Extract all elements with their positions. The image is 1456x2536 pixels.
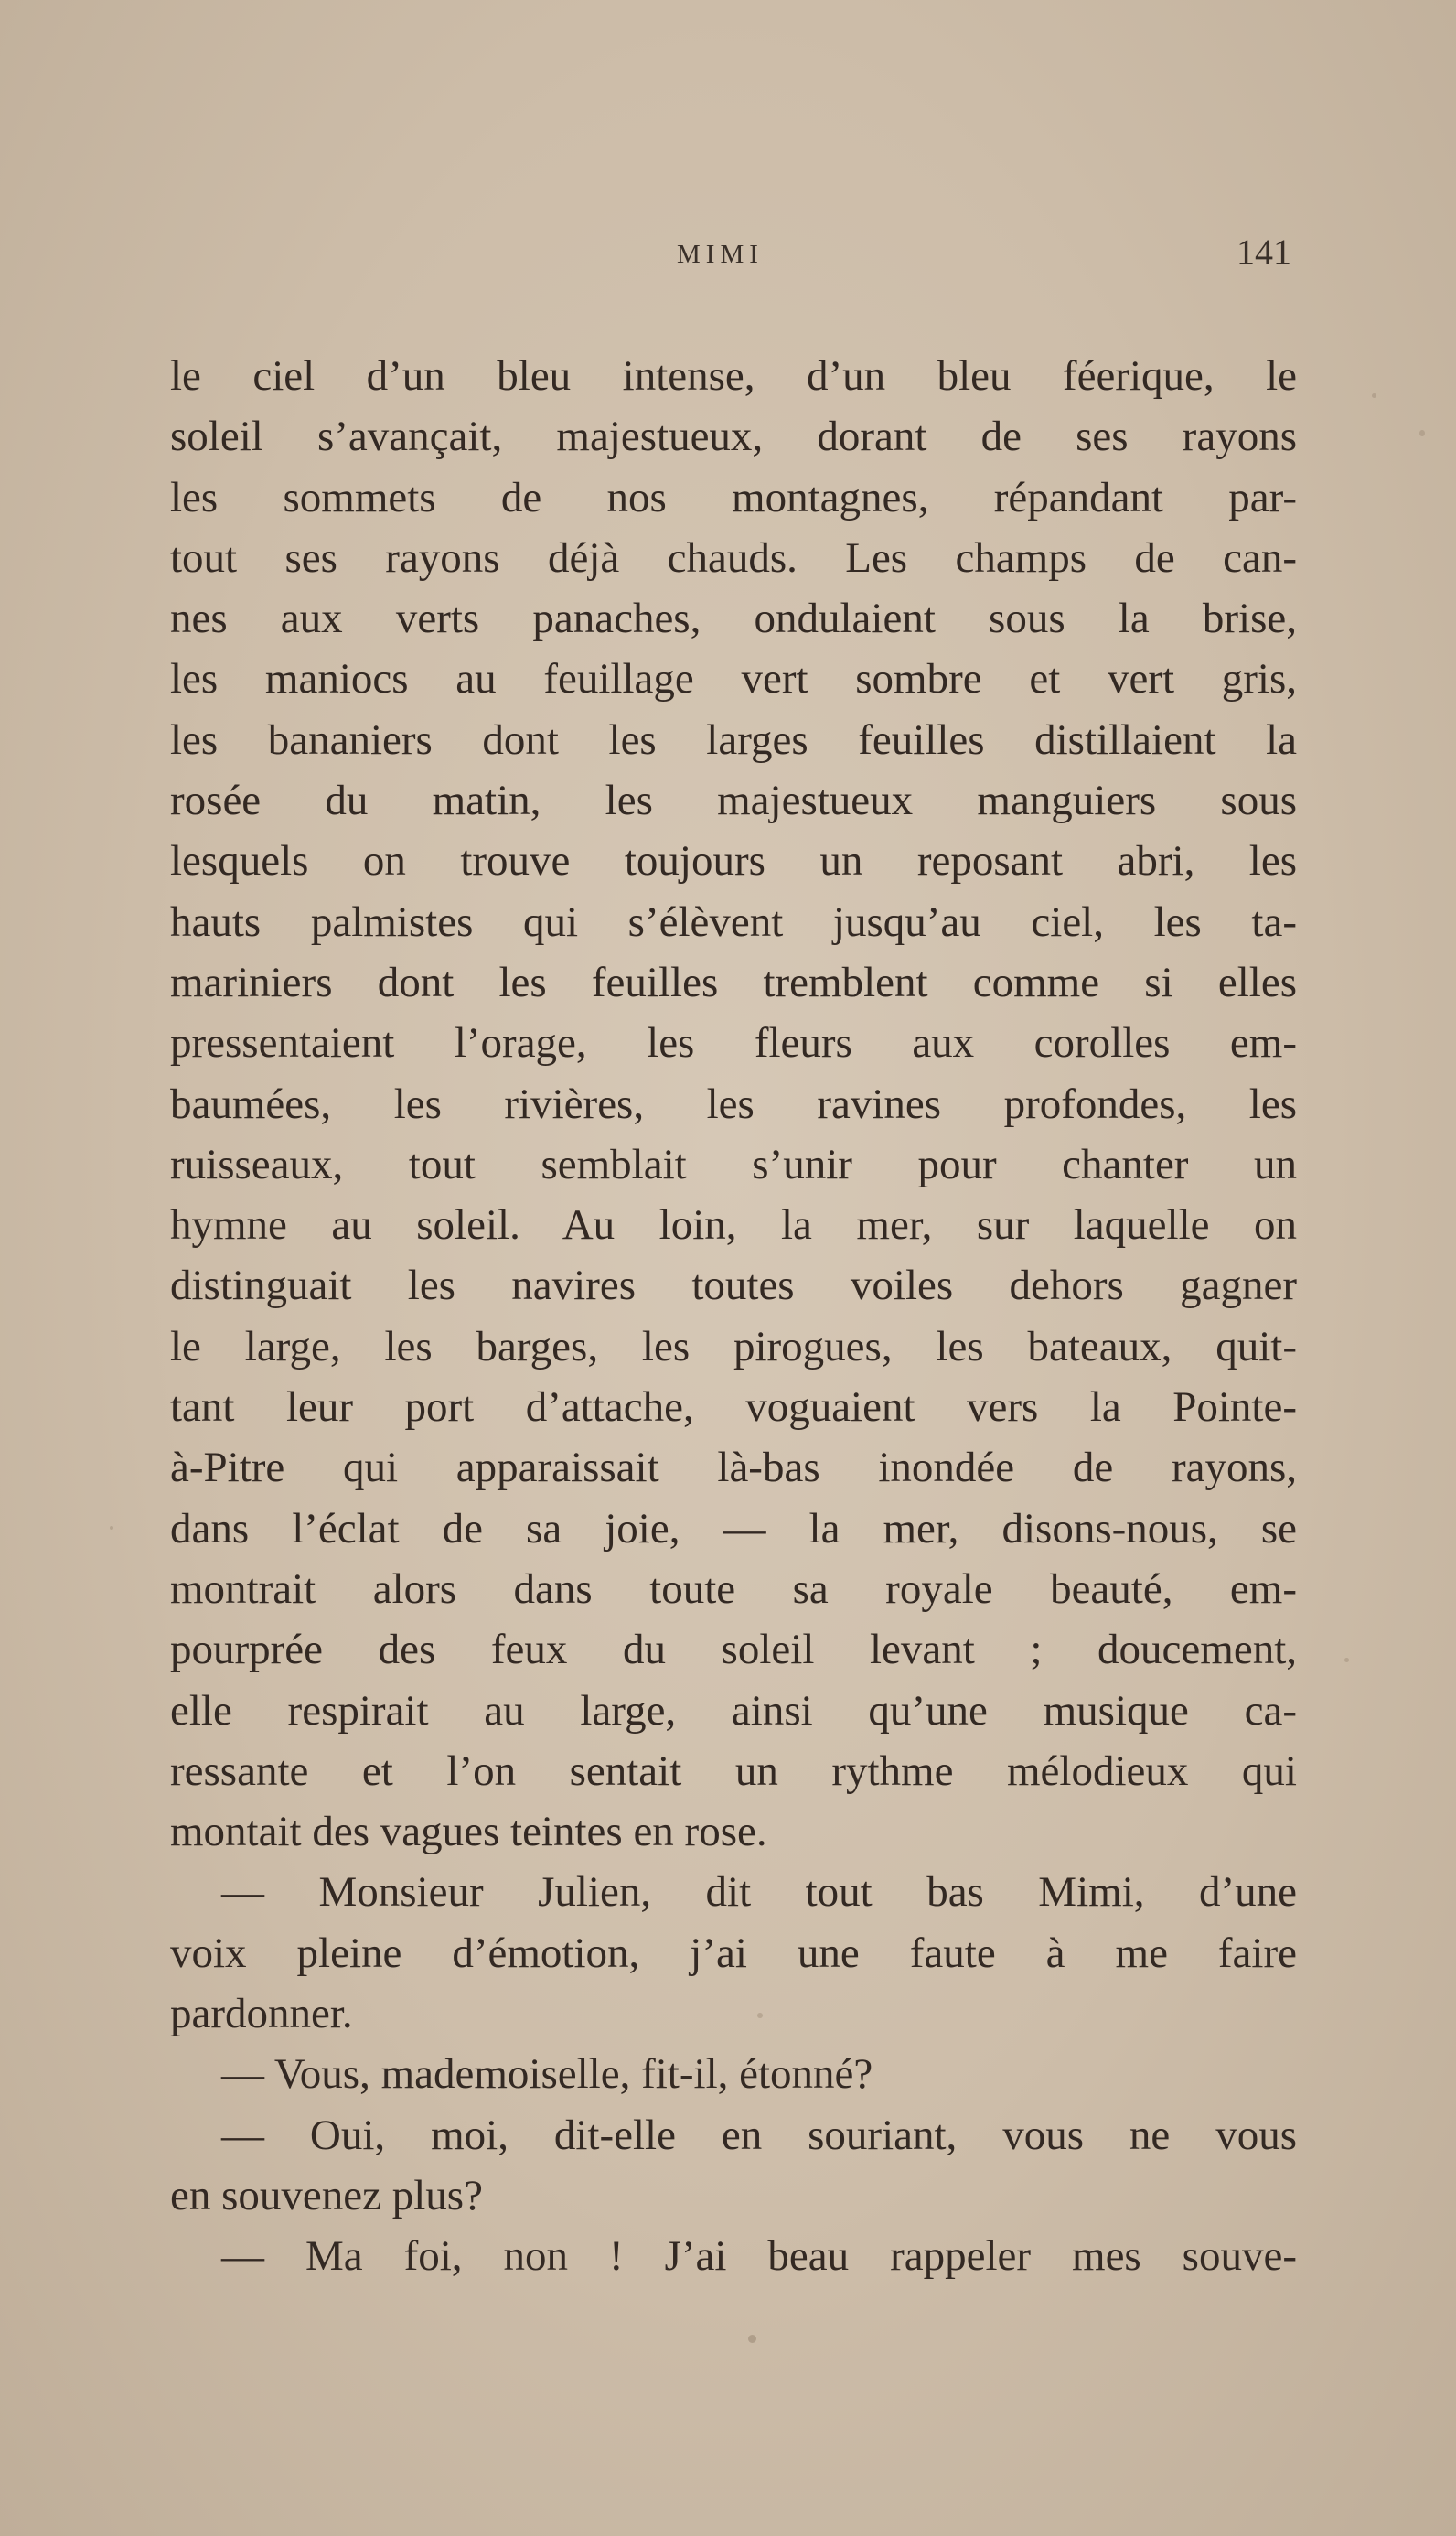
paper-speck: [1419, 430, 1425, 436]
text-line: mariniers dont les feuilles tremblent comme si elles: [170, 958, 1297, 1006]
text-line: tout ses rayons déjà chauds. Les champs de can-: [170, 533, 1297, 582]
text-line: elle respirait au large, ainsi qu’une musique ca-: [170, 1686, 1297, 1735]
text-line: distinguait les navires toutes voiles dehors gagner: [170, 1262, 1297, 1310]
text-line: le ciel d’un bleu intense, d’un bleu féerique, le: [170, 352, 1297, 400]
text-line: ressante et l’on sentait un rythme mélodieux qui: [170, 1746, 1297, 1795]
text-line: hymne au soleil. Au loin, la mer, sur laquelle on: [170, 1201, 1297, 1250]
body-text: [170, 346, 1297, 2287]
page-number: 141: [1237, 231, 1291, 273]
running-title: MIMI: [677, 240, 764, 269]
text-line: montrait alors dans toute sa royale beauté, em-: [170, 1564, 1297, 1613]
text-line: rosée du matin, les majestueux manguiers sous: [170, 777, 1297, 825]
text-line: pressentaient l’orage, les fleurs aux corolles em-: [170, 1019, 1297, 1068]
text-line: lesquels on trouve toujours un reposant abri, les: [170, 837, 1297, 886]
text-line: ruisseaux, tout semblait s’unir pour chanter un: [170, 1140, 1297, 1188]
text-line: les maniocs au feuillage vert sombre et vert gris,: [170, 655, 1297, 704]
text-line: soleil s’avançait, majestueux, dorant de ses rayons: [170, 413, 1297, 461]
text-line: tant leur port d’attache, voguaient vers la Pointe-: [170, 1383, 1297, 1432]
text-line: — Monsieur Julien, dit tout bas Mimi, d’une: [221, 1868, 1297, 1917]
text-line: dans l’éclat de sa joie, — la mer, disons-nous, se: [170, 1504, 1297, 1553]
paper-speck: [1344, 1658, 1349, 1662]
text-line: les sommets de nos montagnes, répandant par-: [170, 473, 1297, 521]
text-line: — Ma foi, non ! J’ai beau rappeler mes souve-: [221, 2232, 1297, 2281]
text-line: pardonner.: [170, 1990, 353, 2038]
text-line: pourprée des feux du soleil levant ; doucement,: [170, 1626, 1297, 1674]
text-line: le large, les barges, les pirogues, les bateaux, quit-: [170, 1322, 1297, 1370]
text-line: — Vous, mademoiselle, fit-il, étonné?: [221, 2050, 873, 2099]
text-line: — Oui, moi, dit-elle en souriant, vous ne vous: [221, 2111, 1297, 2159]
text-line: voix pleine d’émotion, j’ai une faute à me faire: [170, 1929, 1297, 1977]
text-line: nes aux verts panaches, ondulaient sous la brise,: [170, 595, 1297, 643]
text-line: à-Pitre qui apparaissait là-bas inondée de rayons,: [170, 1444, 1297, 1492]
text-line: montait des vagues teintes en rose.: [170, 1808, 767, 1856]
text-line: en souvenez plus?: [170, 2171, 483, 2219]
paper-speck: [748, 2335, 756, 2343]
text-line: les bananiers dont les larges feuilles distillaient la: [170, 715, 1297, 764]
paper-speck: [1372, 393, 1376, 398]
text-line: hauts palmistes qui s’élèvent jusqu’au ciel, les ta-: [170, 897, 1297, 946]
paper-speck: [110, 1526, 113, 1530]
text-line: baumées, les rivières, les ravines profondes, les: [170, 1080, 1297, 1128]
